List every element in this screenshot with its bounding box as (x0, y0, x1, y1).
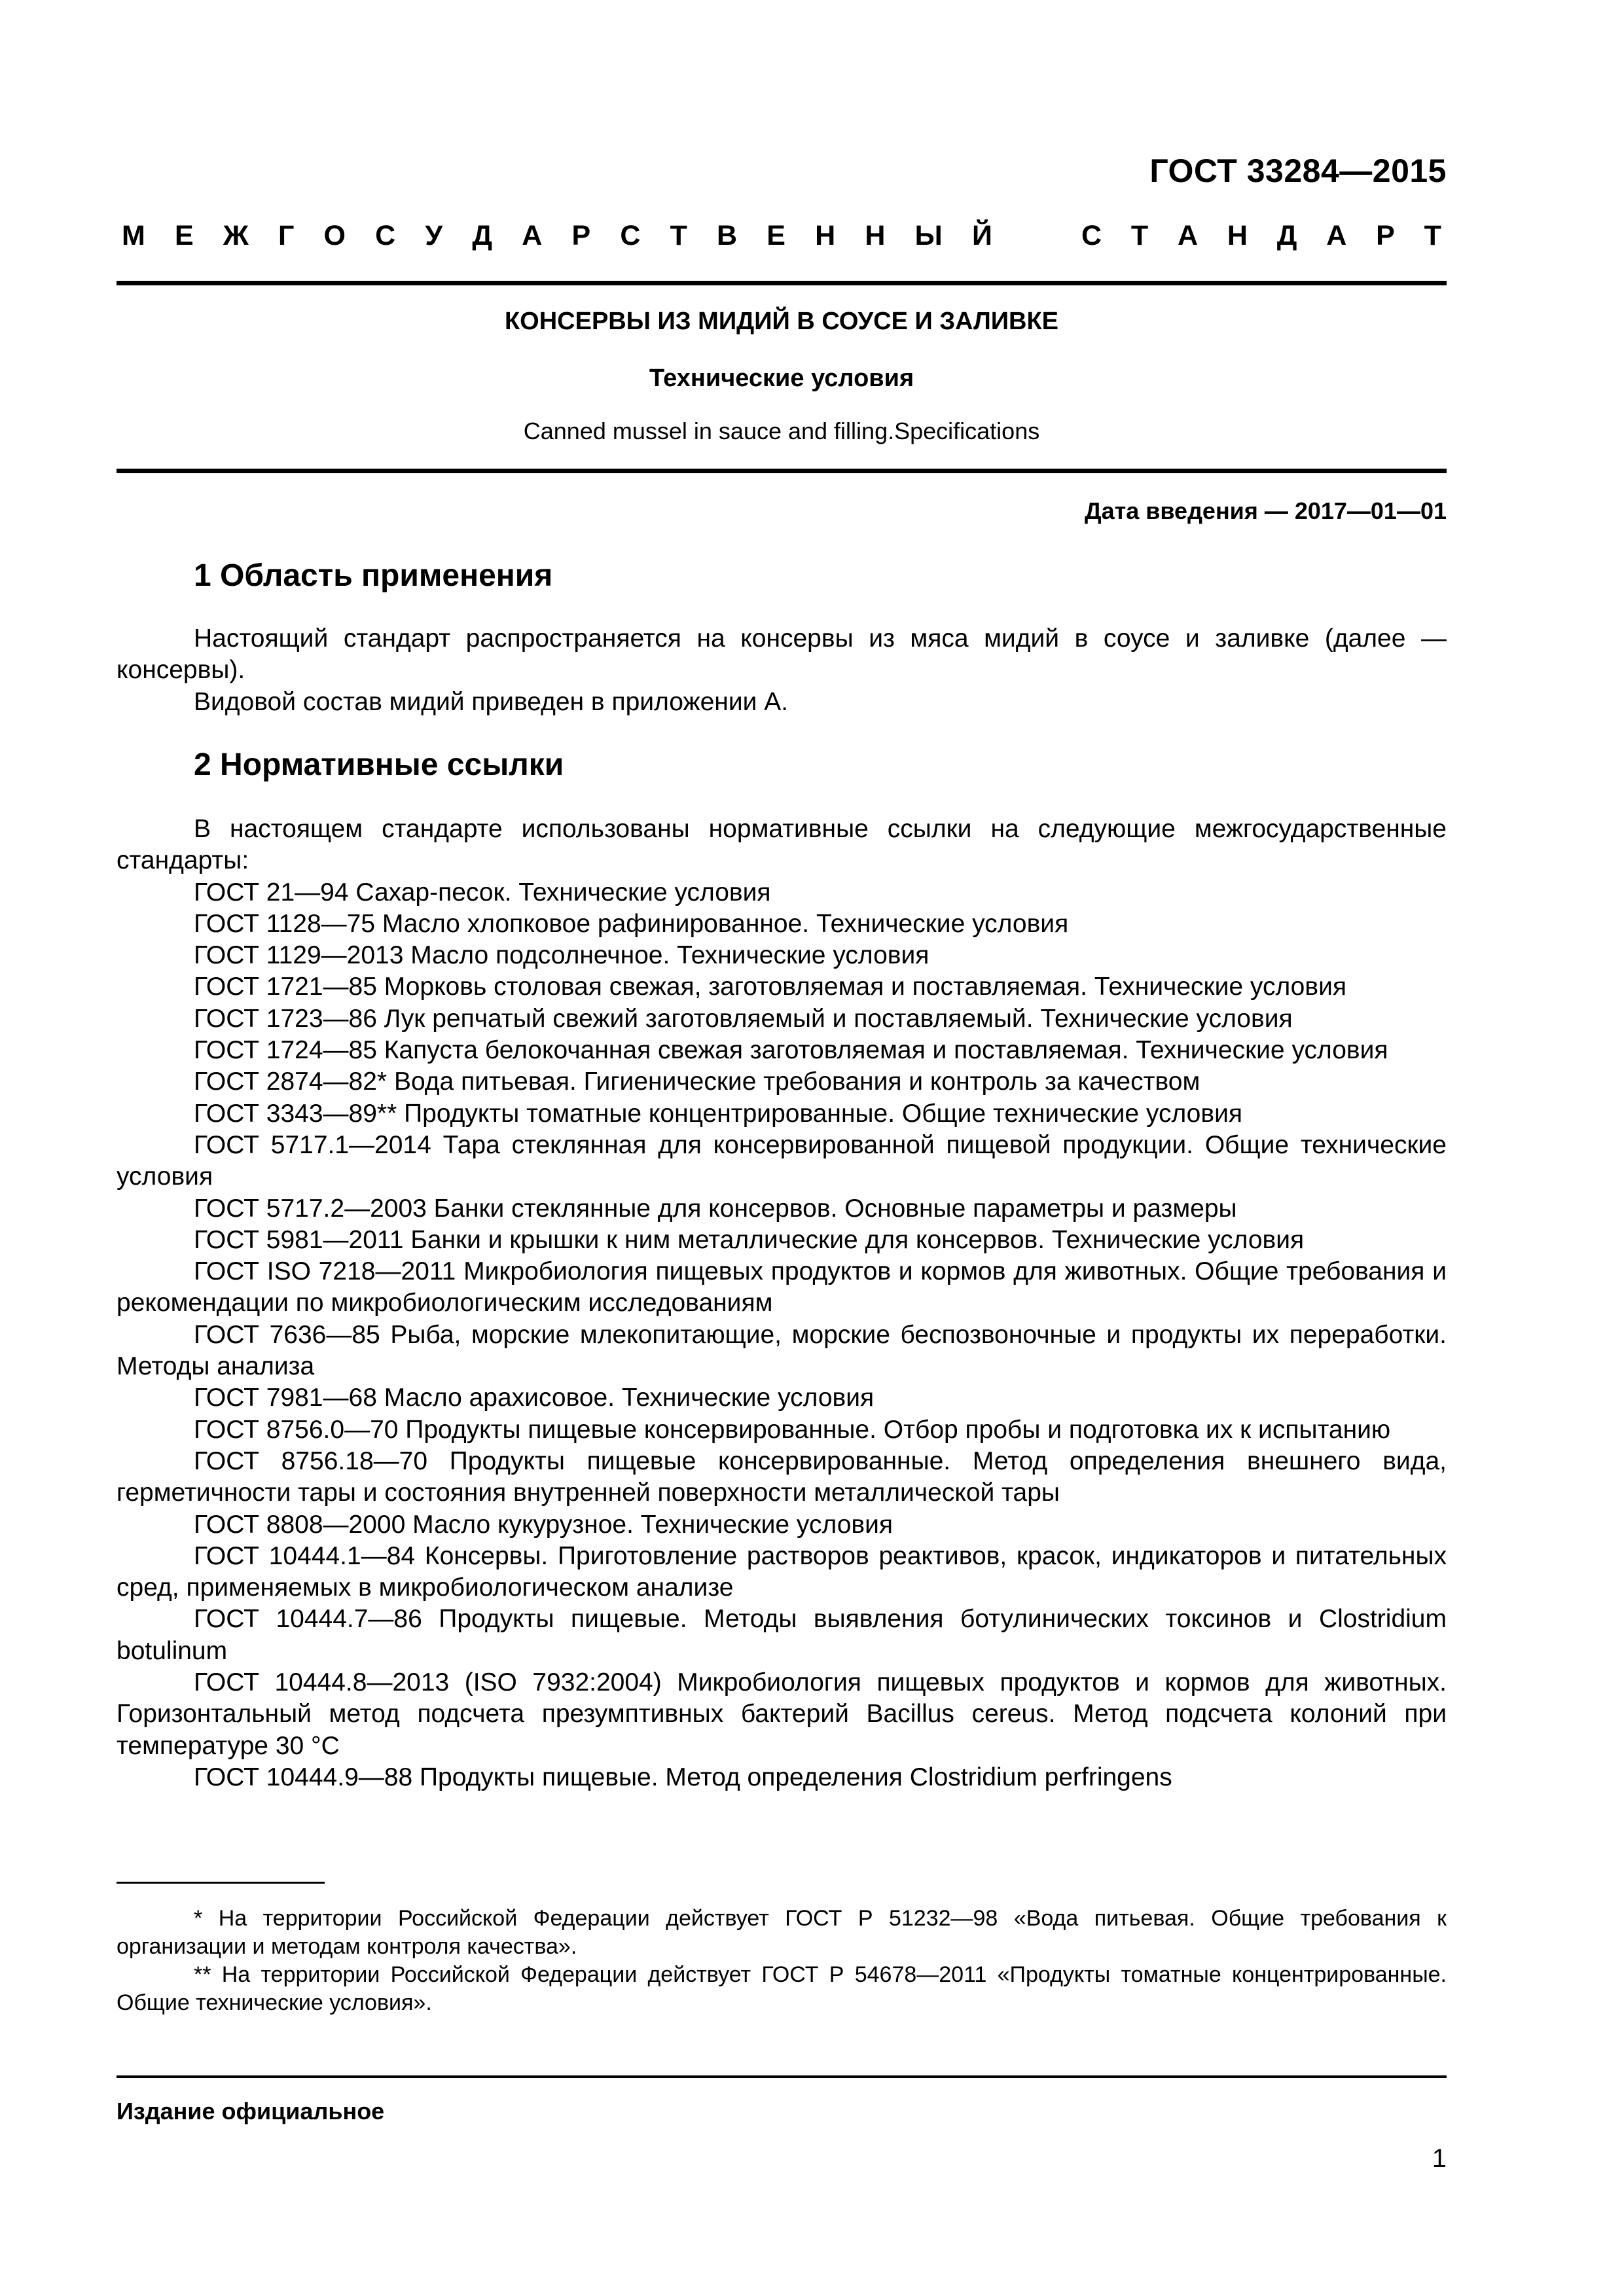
letter: Т (1130, 220, 1149, 251)
letter: Е (175, 220, 194, 251)
reference-item: ГОСТ 10444.7—86 Продукты пищевые. Методы выявления ботулинических токсинов и Clostridium botulinum (117, 1605, 1447, 1665)
reference-item: ГОСТ 5717.2—2003 Банки стеклянные для консервов. Основные параметры и размеры (194, 1194, 1237, 1223)
letter: А (522, 220, 543, 251)
reference-item: ГОСТ 1723—86 Лук репчатый свежий заготовляемый и поставляемый. Технические условия (194, 1004, 1293, 1033)
reference-item: ГОСТ 3343—89** Продукты томатные концентрированные. Общие технические условия (194, 1099, 1242, 1128)
reference-item: ГОСТ 8756.18—70 Продукты пищевые консервированные. Метод определения внешнего вида, герметичности тары и состояния внутренней поверхности металлической тары (117, 1446, 1447, 1507)
letter: В (717, 220, 738, 251)
letter: Т (670, 220, 687, 251)
footer-rule (117, 2075, 1447, 2078)
paragraph: Настоящий стандарт распространяется на консервы из мяса мидий в соусе и заливке (далее — консервы). (117, 624, 1447, 685)
reference-item: ГОСТ ISO 7218—2011 Микробиология пищевых продуктов и кормов для животных. Общие требования и рекомендации по микробиологическим исследованиям (117, 1257, 1447, 1318)
section-heading-scope: 1 Область применения (194, 558, 553, 593)
letter: Й (971, 220, 992, 251)
footnote-separator (117, 1882, 325, 1884)
reference-item: ГОСТ 2874—82* Вода питьевая. Гигиенические требования и контроль за качеством (194, 1067, 1200, 1096)
paragraph: Видовой состав мидий приведен в приложении А. (194, 687, 789, 716)
letter: А (1326, 220, 1347, 251)
letter: А (1178, 220, 1199, 251)
letter: Т (1424, 220, 1441, 251)
letter: Ы (914, 220, 943, 251)
reference-item: ГОСТ 10444.8—2013 (ISO 7932:2004) Микробиология пищевых продуктов и кормов для животных. Горизонтальный метод подсчета презумптивных бактерий Bacillus cereus. Метод подсчета колоний при температуре 30 °С (117, 1668, 1447, 1760)
paragraph: В настоящем стандарте использованы нормативные ссылки на следующие межгосударственные стандарты: (117, 815, 1447, 875)
letter: Н (865, 220, 886, 251)
letter: Н (1227, 220, 1248, 251)
letter: Е (767, 220, 785, 251)
section-heading-normative-references: 2 Нормативные ссылки (194, 747, 564, 782)
letter: Р (571, 220, 591, 251)
section-scope-body (117, 623, 1447, 718)
normative-references-list (117, 814, 1447, 1793)
document-title: КОНСЕРВЫ ИЗ МИДИЙ В СОУСЕ И ЗАЛИВКЕ (504, 308, 1059, 335)
reference-item: ГОСТ 10444.1—84 Консервы. Приготовление растворов реактивов, красок, индикаторов и питательных сред, применяемых в микробиологическом анализе (117, 1541, 1447, 1602)
document-number: ГОСТ 33284—2015 (1149, 152, 1447, 189)
document-type-word-interstate (122, 220, 992, 252)
title-rule (117, 469, 1447, 473)
footnotes (117, 1905, 1447, 2017)
reference-item: ГОСТ 21—94 Сахар-песок. Технические условия (194, 878, 771, 906)
letter: Д (1276, 220, 1297, 251)
letter: С (1081, 220, 1102, 251)
letter: Р (1376, 220, 1395, 251)
reference-item: ГОСТ 5717.1—2014 Тара стеклянная для консервированной пищевой продукции. Общие технические условия (117, 1130, 1447, 1191)
reference-item: ГОСТ 8808—2000 Масло кукурузное. Технические условия (194, 1510, 893, 1539)
letter: Ж (223, 220, 249, 251)
letter: О (323, 220, 346, 251)
reference-item: ГОСТ 5981—2011 Банки и крышки к ним металлические для консервов. Технические условия (194, 1225, 1305, 1254)
reference-item: ГОСТ 1724—85 Капуста белокочанная свежая заготовляемая и поставляемая. Технические условия (194, 1036, 1388, 1065)
document-type-word-standard (1081, 220, 1441, 252)
letter: М (122, 220, 145, 251)
letter: Д (472, 220, 492, 251)
reference-item: ГОСТ 1721—85 Морковь столовая свежая, заготовляемая и поставляемая. Технические условия (194, 973, 1346, 1001)
reference-item: ГОСТ 1128—75 Масло хлопковое рафинированное. Технические условия (194, 909, 1069, 938)
reference-item: ГОСТ 10444.9—88 Продукты пищевые. Метод определения Clostridium perfringens (194, 1763, 1172, 1791)
introduction-date: Дата введения — 2017—01—01 (1084, 497, 1447, 524)
reference-item: ГОСТ 8756.0—70 Продукты пищевые консервированные. Отбор пробы и подготовка их к испытанию (194, 1415, 1391, 1444)
document-title-english: Canned mussel in sauce and filling.Specifications (523, 418, 1040, 444)
reference-item: ГОСТ 7636—85 Рыба, морские млекопитающие, морские беспозвоночные и продукты их переработки. Методы анализа (117, 1320, 1447, 1381)
reference-item: ГОСТ 7981—68 Масло арахисовое. Технические условия (194, 1384, 875, 1412)
letter: Н (815, 220, 836, 251)
official-edition-label: Издание официальное (117, 2098, 385, 2125)
document-subtitle: Технические условия (649, 365, 914, 392)
letter: С (620, 220, 641, 251)
footnote: * На территории Российской Федерации действует ГОСТ Р 51232—98 «Вода питьевая. Общие требования к организации и методам контроля качества». (117, 1906, 1447, 1959)
letter: У (425, 220, 443, 251)
document-type-heading (122, 220, 1441, 252)
footnote: ** На территории Российской Федерации действует ГОСТ Р 54678—2011 «Продукты томатные концентрированные. Общие технические условия». (117, 1962, 1447, 2015)
letter: С (375, 220, 396, 251)
letter: Г (278, 220, 295, 251)
document-page (117, 0, 1447, 2296)
page-number: 1 (1432, 2144, 1447, 2173)
reference-item: ГОСТ 1129—2013 Масло подсолнечное. Технические условия (194, 941, 929, 970)
header-rule (117, 281, 1447, 285)
